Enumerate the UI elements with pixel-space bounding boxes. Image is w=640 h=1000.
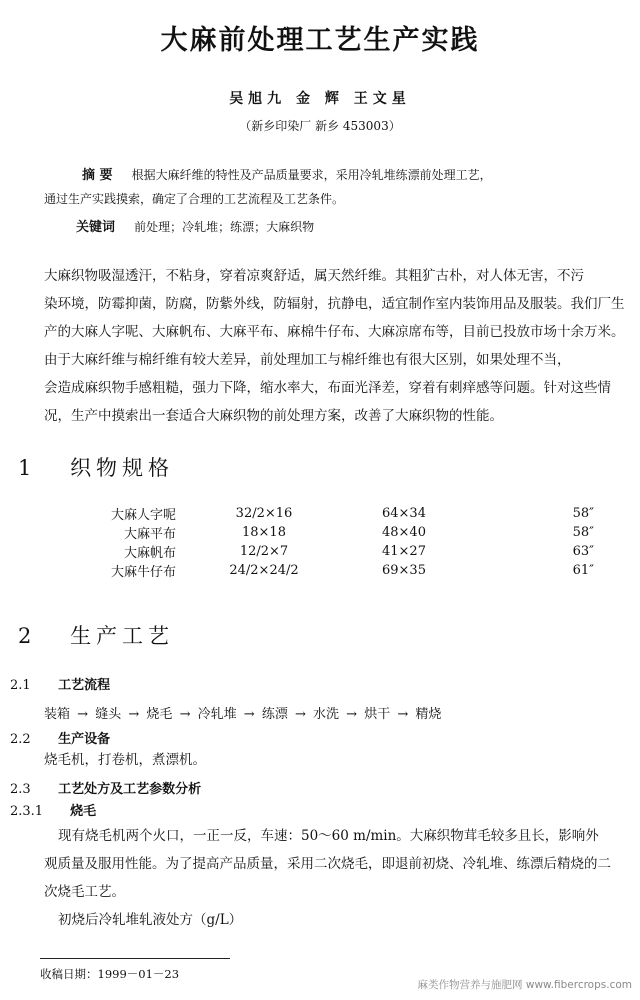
- table-cell: 大麻牛仔布: [110, 565, 176, 580]
- section-2-heading: [18, 620, 174, 650]
- subsection-title: 工艺处方及工艺参数分析: [58, 782, 202, 797]
- table-cell: 48×40: [382, 525, 426, 540]
- process-flow: [44, 703, 441, 722]
- intro-line: 由于大麻纤维与棉纤维有较大差异，前处理加工与棉纤维也有很大区别，如果处理不当，: [44, 352, 571, 368]
- table-cell: 61″: [572, 563, 594, 578]
- recipe-heading: 初烧后冷轧堆轧液处方（g/L）: [58, 912, 243, 928]
- section-1-number: 1: [18, 456, 37, 480]
- table-row: [46, 523, 598, 542]
- abstract-line-1: [82, 164, 492, 183]
- singeing-line: 观质量及服用性能。为了提高产品质量，采用二次烧毛，即退前初烧、冷轧堆、练漂后精烧的二: [44, 856, 611, 872]
- keywords-line: [76, 216, 314, 235]
- section-2-title: 生产工艺: [70, 624, 175, 648]
- flow-step: 冷轧堆: [197, 707, 237, 722]
- intro-line: 会造成麻织物手感粗糙，强力下降，缩水率大，布面光泽差，穿着有刺痒感等问题。针对这些情: [44, 380, 611, 396]
- table-cell: 32/2×16: [235, 506, 293, 521]
- arrow-icon: →: [179, 707, 191, 722]
- section-1-title: 织物规格: [70, 456, 175, 480]
- equipment-text: 烧毛机，打卷机，煮漂机。: [44, 752, 206, 768]
- author-list: 吴旭九 金 辉 王文星: [229, 91, 411, 107]
- subsection-2-2-heading: [10, 728, 110, 747]
- flow-step: 烘干: [364, 707, 391, 722]
- intro-line: 况，生产中摸索出一套适合大麻织物的前处理方案，改善了大麻织物的性能。: [44, 408, 503, 424]
- flow-step: 烧毛: [146, 707, 173, 722]
- abstract-text-cont: 通过生产实践摸索，确定了合理的工艺流程及工艺条件。: [44, 192, 345, 206]
- table-cell: 64×34: [382, 506, 426, 521]
- abstract-label: 摘 要: [82, 168, 113, 183]
- table-row: [46, 542, 598, 561]
- arrow-icon: →: [77, 707, 89, 722]
- subsection-number: 2.1: [10, 678, 31, 693]
- table-cell: 大麻帆布: [123, 546, 176, 561]
- flow-step: 缝头: [95, 707, 122, 722]
- table-row: [46, 561, 598, 580]
- keywords: 前处理；冷轧堆；练漂；大麻织物: [134, 220, 315, 234]
- arrow-icon: →: [128, 707, 140, 722]
- flow-step: 练漂: [261, 707, 288, 722]
- arrow-icon: →: [243, 707, 255, 722]
- footnote-divider: [40, 958, 230, 959]
- table-cell: 58″: [572, 506, 594, 521]
- intro-line: 产的大麻人字呢、大麻帆布、大麻平布、麻棉牛仔布、大麻凉席布等，目前已投放市场十余万米。: [44, 324, 625, 340]
- table-row: [46, 504, 598, 523]
- subsection-number: 2.3: [10, 782, 31, 797]
- arrow-icon: →: [346, 707, 358, 722]
- intro-line: 染环境，防霉抑菌，防腐，防紫外线，防辐射，抗静电，适宜制作室内装饰用品及服装。我们厂生: [44, 296, 625, 312]
- table-cell: 大麻平布: [123, 527, 176, 542]
- table-cell: 18×18: [242, 525, 286, 540]
- arrow-icon: →: [294, 707, 306, 722]
- table-cell: 24/2×24/2: [229, 563, 299, 578]
- table-cell: 12/2×7: [239, 544, 289, 559]
- fabric-spec-table: [46, 504, 598, 580]
- subsection-title: 生产设备: [58, 732, 111, 747]
- flow-step: 精烧: [415, 707, 442, 722]
- flow-step: 水洗: [313, 707, 340, 722]
- table-cell: 大麻人字呢: [110, 508, 176, 523]
- subsection-title: 工艺流程: [58, 678, 111, 693]
- table-cell: 58″: [572, 525, 594, 540]
- abstract-text: 根据大麻纤维的特性及产品质量要求，采用冷轧堆练漂前处理工艺，: [131, 168, 492, 182]
- keywords-label: 关键词: [76, 220, 116, 235]
- table-cell: 69×35: [382, 563, 426, 578]
- subsection-2-3-heading: [10, 778, 201, 797]
- subsection-title: 烧毛: [70, 804, 97, 819]
- subsection-number: 2.2: [10, 732, 31, 747]
- singeing-line: 次烧毛工艺。: [44, 884, 125, 900]
- table-cell: 41×27: [382, 544, 426, 559]
- subsection-2-1-heading: [10, 674, 110, 693]
- singeing-line: 现有烧毛机两个火口，一正一反，车速：50～60 m/min。大麻织物茸毛较多且长，影响外: [58, 828, 599, 844]
- subsection-2-3-1-heading: [10, 800, 96, 819]
- affiliation: （新乡印染厂 新乡 453003）: [239, 119, 401, 133]
- paper-title: 大麻前处理工艺生产实践: [160, 25, 480, 56]
- table-cell: 63″: [572, 544, 594, 559]
- watermark: 麻类作物营养与施肥网 www.fibercrops.com: [417, 979, 632, 991]
- subsection-number: 2.3.1: [10, 804, 44, 819]
- flow-step: 装箱: [44, 707, 71, 722]
- intro-line: 大麻织物吸湿透汗，不粘身，穿着凉爽舒适，属天然纤维。其粗犷古朴，对人体无害，不污: [44, 268, 584, 284]
- arrow-icon: →: [397, 707, 409, 722]
- received-date: 收稿日期：1999－01－23: [40, 967, 180, 981]
- section-1-heading: [18, 452, 174, 482]
- section-2-number: 2: [18, 624, 37, 648]
